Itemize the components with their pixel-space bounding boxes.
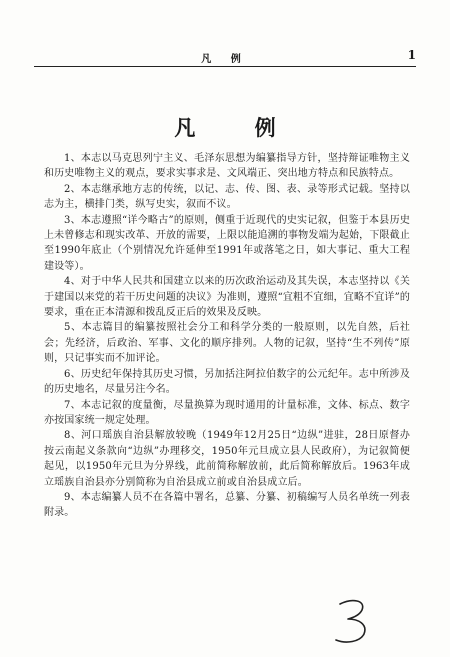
paragraph-5: 5、本志篇目的编纂按照社会分工和科学分类的一般原则，以先自然，后社会；先经济，后政治、军事、文化的顺序排列。人物的记叙，坚持“生不列传”原则，只记事实而不加评论。 (44, 322, 410, 365)
document-body (44, 151, 410, 521)
paragraph-6: 6、历史纪年保持其历史习惯，另加括注阿拉伯数字的公元纪年。志中所涉及的历史地名，尽量另注今名。 (44, 368, 410, 396)
page-title: 凡 例 (174, 115, 302, 140)
paragraph-2: 2、本志继承地方志的传统，以记、志、传、图、表、录等形式记载。坚持以志为主，横排门类，纵写史实，叙而不议。 (44, 183, 410, 211)
paragraph-3: 3、本志遵照“详今略古”的原则，侧重于近现代的史实记叙，但鉴于本县历史上未曾修志和现实改革、开放的需要，上限以能追溯的事物发端为起始，下限截止至1990年底止（个别情况允许延伸至1991年或落笔之日，如大事记、重大工程建设等）。 (44, 214, 410, 272)
paragraph-8: 8、河口瑶族自治县解放较晚（1949年12月25日“边纵”进驻，28日原督办按云南起义条款向“边纵”办理移交，1950年元旦成立县人民政府），为记叙简便起见，以1950年元旦为分界线，此前简称解放前，此后简称解放后。1963年成立瑶族自治县亦分别简称为自治县成立前或自治县成立后。 (44, 430, 410, 488)
paragraph-4: 4、对于中华人民共和国建立以来的历次政治运动及其失误，本志坚持以《关于建国以来党的若干历史问题的决议》为准则，遵照“宜粗不宜细，宜略不宜详”的要求，重在正本清源和拨乱反正后的效果及反映。 (44, 276, 410, 319)
handwritten-three-icon (326, 596, 386, 646)
running-title: 凡 例 (201, 54, 249, 65)
running-header (34, 50, 416, 67)
handwritten-page-mark (326, 596, 386, 646)
paragraph-1: 1、本志以马克思列宁主义、毛泽东思想为编纂指导方针，坚持辩证唯物主义和历史唯物主义的观点，要求实事求是、文风端正、突出地方特点和民族特点。 (44, 153, 410, 180)
paragraph-7: 7、本志记叙的度量衡，尽量换算为现时通用的计量标准，文体、标点、数字亦按国家统一规定处理。 (44, 399, 410, 426)
page-number: 1 (407, 48, 416, 62)
paragraph-9: 9、本志编纂人员不在各篇中署名，总纂、分纂、初稿编写人员名单统一列表附录。 (44, 491, 410, 519)
